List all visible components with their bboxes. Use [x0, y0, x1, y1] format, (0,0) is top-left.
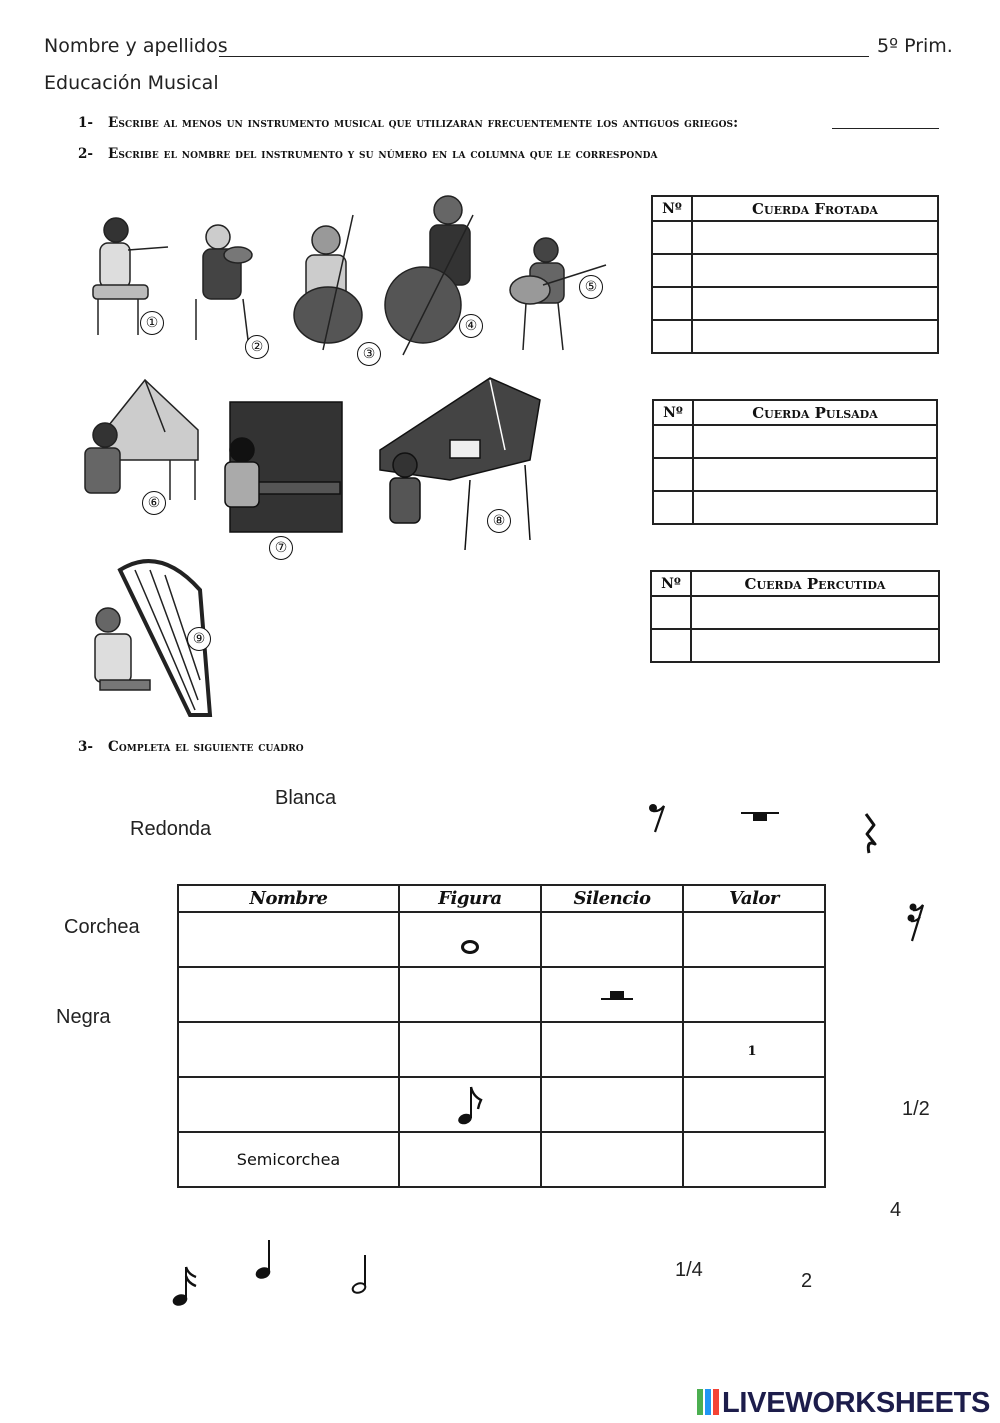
draggable-negra[interactable]: Negra: [56, 1006, 111, 1028]
table-cuerda-pulsada: [652, 399, 938, 525]
whole-rest-icon[interactable]: [741, 808, 779, 826]
question-2-text: Escribe el nombre del instrumento y su número en la columna que le corresponda: [108, 146, 658, 162]
pulsada-number-cell[interactable]: [653, 491, 693, 524]
frotada-instrument-cell[interactable]: [692, 221, 938, 254]
percutida-instrument-cell[interactable]: [691, 629, 939, 662]
instrument-number-4: ④: [459, 314, 483, 338]
silencio-cell[interactable]: [541, 912, 683, 967]
frotada-number-cell[interactable]: [652, 254, 692, 287]
silencio-cell[interactable]: [541, 1132, 683, 1187]
instrument-number-5: ⑤: [579, 275, 603, 299]
draggable-quarter[interactable]: 1/4: [675, 1259, 703, 1281]
name-label: Nombre y apellidos: [44, 35, 228, 57]
silencio-cell[interactable]: [541, 1077, 683, 1132]
pulsada-instrument-cell[interactable]: [693, 491, 937, 524]
frotada-instrument-cell[interactable]: [692, 320, 938, 353]
table-row: [652, 221, 938, 254]
frotada-instrument-cell[interactable]: [692, 287, 938, 320]
whole-note-icon: [458, 937, 482, 957]
valor-cell[interactable]: [683, 912, 825, 967]
frotada-instrument-cell[interactable]: [692, 254, 938, 287]
silencio-cell[interactable]: [541, 1022, 683, 1077]
valor-cell[interactable]: [683, 1077, 825, 1132]
pulsada-instrument-cell[interactable]: [693, 458, 937, 491]
name-input-line[interactable]: [219, 56, 869, 57]
draggable-four[interactable]: 4: [890, 1199, 902, 1221]
figura-cell: [399, 912, 541, 967]
harpsichord-player-icon: [85, 380, 198, 500]
percutida-instrument-cell[interactable]: [691, 596, 939, 629]
table-percutida-num-header: Nº: [651, 571, 691, 596]
table-row: [653, 425, 937, 458]
valor-cell[interactable]: [683, 1132, 825, 1187]
nombre-cell[interactable]: [178, 912, 399, 967]
question-1-text: Escribe al menos un instrumento musical que utilizaran frecuentemente los antiguos griegos:: [108, 115, 739, 131]
sixteenth-note-icon[interactable]: [170, 1263, 200, 1309]
question-3-text: Completa el siguiente cuadro: [108, 739, 304, 755]
table-cuerda-percutida: [650, 570, 940, 663]
half-note-icon[interactable]: [350, 1253, 372, 1297]
column-header-figura: Figura: [399, 885, 541, 912]
instrument-number-3: ③: [357, 342, 381, 366]
instrument-number-2: ②: [245, 335, 269, 359]
frotada-number-cell[interactable]: [652, 320, 692, 353]
table-row: [653, 458, 937, 491]
frotada-number-cell[interactable]: [652, 221, 692, 254]
instrument-number-6: ⑥: [142, 491, 166, 515]
figura-cell: [399, 1077, 541, 1132]
column-header-silencio: Silencio: [541, 885, 683, 912]
nombre-cell[interactable]: [178, 1022, 399, 1077]
figura-cell[interactable]: [399, 1132, 541, 1187]
instrument-number-7: ⑦: [269, 536, 293, 560]
nombre-value: Semicorchea: [236, 1150, 341, 1169]
cellist-icon: [294, 215, 362, 350]
instrument-number-8: ⑧: [487, 509, 511, 533]
table-row: [651, 629, 939, 662]
table-pulsada-num-header: Nº: [653, 400, 693, 425]
table-row: [652, 254, 938, 287]
question-2-number: 2-: [78, 146, 93, 162]
question-1-number: 1-: [78, 115, 93, 131]
table-row: [652, 287, 938, 320]
valor-value: 1: [747, 1044, 757, 1059]
table-cuerda-frotada: [651, 195, 939, 354]
draggable-corchea[interactable]: Corchea: [64, 916, 140, 938]
table-pulsada-title: Cuerda Pulsada: [693, 400, 937, 425]
eighth-note-icon: [457, 1084, 483, 1126]
grade-label: 5º Prim.: [877, 35, 953, 57]
figura-cell[interactable]: [399, 967, 541, 1022]
draggable-blanca[interactable]: Blanca: [275, 787, 337, 809]
frotada-number-cell[interactable]: [652, 287, 692, 320]
music-figures-table: [177, 884, 826, 1188]
upright-piano-player-icon: [225, 402, 342, 532]
table-row: [652, 320, 938, 353]
percutida-number-cell[interactable]: [651, 629, 691, 662]
nombre-cell: [178, 1132, 399, 1187]
valor-cell[interactable]: [683, 967, 825, 1022]
liveworksheets-logo-text: LIVEWORKSHEETS: [722, 1387, 991, 1419]
table-row: [178, 1022, 825, 1077]
viola-player-icon: [196, 225, 252, 340]
figura-cell[interactable]: [399, 1022, 541, 1077]
table-percutida-title: Cuerda Percutida: [691, 571, 939, 596]
draggable-half[interactable]: 1/2: [902, 1098, 930, 1120]
instrument-number-1: ①: [140, 311, 164, 335]
table-row: [178, 1077, 825, 1132]
liveworksheets-logo-icon: [697, 1389, 719, 1415]
table-row: [653, 491, 937, 524]
column-header-nombre: Nombre: [178, 885, 399, 912]
nombre-cell[interactable]: [178, 967, 399, 1022]
pulsada-number-cell[interactable]: [653, 425, 693, 458]
quarter-rest-icon[interactable]: [858, 812, 882, 856]
instrument-number-9: ⑨: [187, 627, 211, 651]
pulsada-instrument-cell[interactable]: [693, 425, 937, 458]
grand-piano-player-icon: [380, 378, 540, 550]
valor-cell: [683, 1022, 825, 1077]
table-row: [178, 967, 825, 1022]
draggable-redonda[interactable]: Redonda: [130, 818, 212, 840]
sixteenth-rest-icon[interactable]: [904, 901, 928, 943]
table-frotada-num-header: Nº: [652, 196, 692, 221]
half-rest-icon: [601, 989, 633, 1003]
percutida-number-cell[interactable]: [651, 596, 691, 629]
table-row: [178, 1132, 825, 1187]
table-row: [178, 912, 825, 967]
silencio-cell: [541, 967, 683, 1022]
string-instruments-row-picture: [78, 185, 618, 360]
subject-label: Educación Musical: [44, 72, 219, 94]
question-1-answer-line[interactable]: [832, 128, 939, 129]
eighth-rest-icon[interactable]: [646, 800, 668, 834]
table-row: [651, 596, 939, 629]
nombre-cell[interactable]: [178, 1077, 399, 1132]
draggable-two[interactable]: 2: [801, 1270, 813, 1292]
column-header-valor: Valor: [683, 885, 825, 912]
pulsada-number-cell[interactable]: [653, 458, 693, 491]
quarter-note-icon[interactable]: [254, 1238, 276, 1282]
question-3-number: 3-: [78, 739, 93, 755]
table-frotada-title: Cuerda Frotada: [692, 196, 938, 221]
